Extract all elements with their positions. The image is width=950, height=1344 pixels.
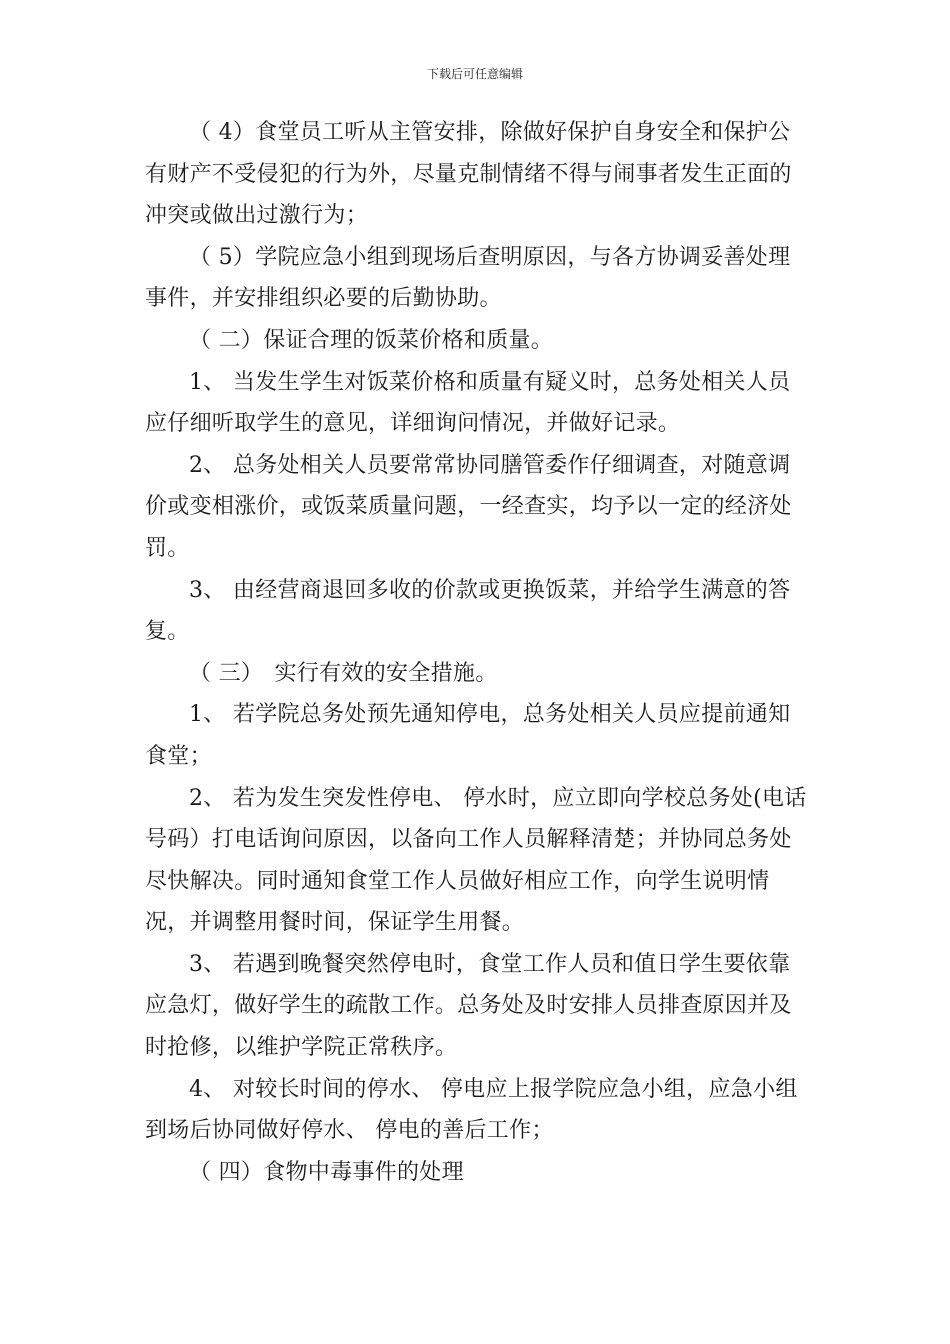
paragraph-price-1: 1、 当发生学生对饭菜价格和质量有疑义时，总务处相关人员应仔细听取学生的意见，详细询问情况，并做好记录。 <box>145 369 791 437</box>
paragraph-item-5: （ 5）学院应急小组到现场后查明原因，与各方协调妥善处理事件，并安排组织必要的后勤协助。 <box>145 244 791 312</box>
section-heading-4: （ 四）食物中毒事件的处理 <box>189 1159 464 1185</box>
paragraph-safety-4: 4、 对较长时间的停水、 停电应上报学院应急小组，应急小组到场后协同做好停水、 停电的善后工作； <box>145 1076 798 1144</box>
paragraph-price-2: 2、 总务处相关人员要常常协同膳管委作仔细调查，对随意调价或变相涨价，或饭菜质量问题，一经查实，均予以一定的经济处罚。 <box>145 452 792 561</box>
paragraph-safety-2: 2、 若为发生突发性停电、 停水时，应立即向学校总务处(电话号码）打电话询问原因，以备向工作人员解释清楚；并协同总务处尽快解决。同时通知食堂工作人员做好相应工作，向学生说明情况，并调整用餐时间，保证学生用餐。 <box>145 785 807 936</box>
section-heading-2: （ 二）保证合理的饭菜价格和质量。 <box>189 327 554 353</box>
paragraph-item-4: （ 4）食堂员工听从主管安排，除做好保护自身安全和保护公有财产不受侵犯的行为外，尽量克制情绪不得与闹事者发生正面的冲突或做出过激行为； <box>145 120 792 229</box>
paragraph-safety-1: 1、 若学院总务处预先通知停电，总务处相关人员应提前通知食堂； <box>145 702 791 769</box>
page-header: 下载后可任意编辑 <box>426 67 523 81</box>
document-body <box>145 112 810 1193</box>
paragraph-price-3: 3、 由经营商退回多收的价款或更换饭菜，并给学生满意的答复。 <box>145 577 791 645</box>
paragraph-safety-3: 3、 若遇到晚餐突然停电时，食堂工作人员和值日学生要依靠应急灯，做好学生的疏散工作。总务处及时安排人员排查原因并及时抢修，以维护学院正常秩序。 <box>145 951 792 1061</box>
section-heading-3: （ 三） 实行有效的安全措施。 <box>189 660 498 686</box>
